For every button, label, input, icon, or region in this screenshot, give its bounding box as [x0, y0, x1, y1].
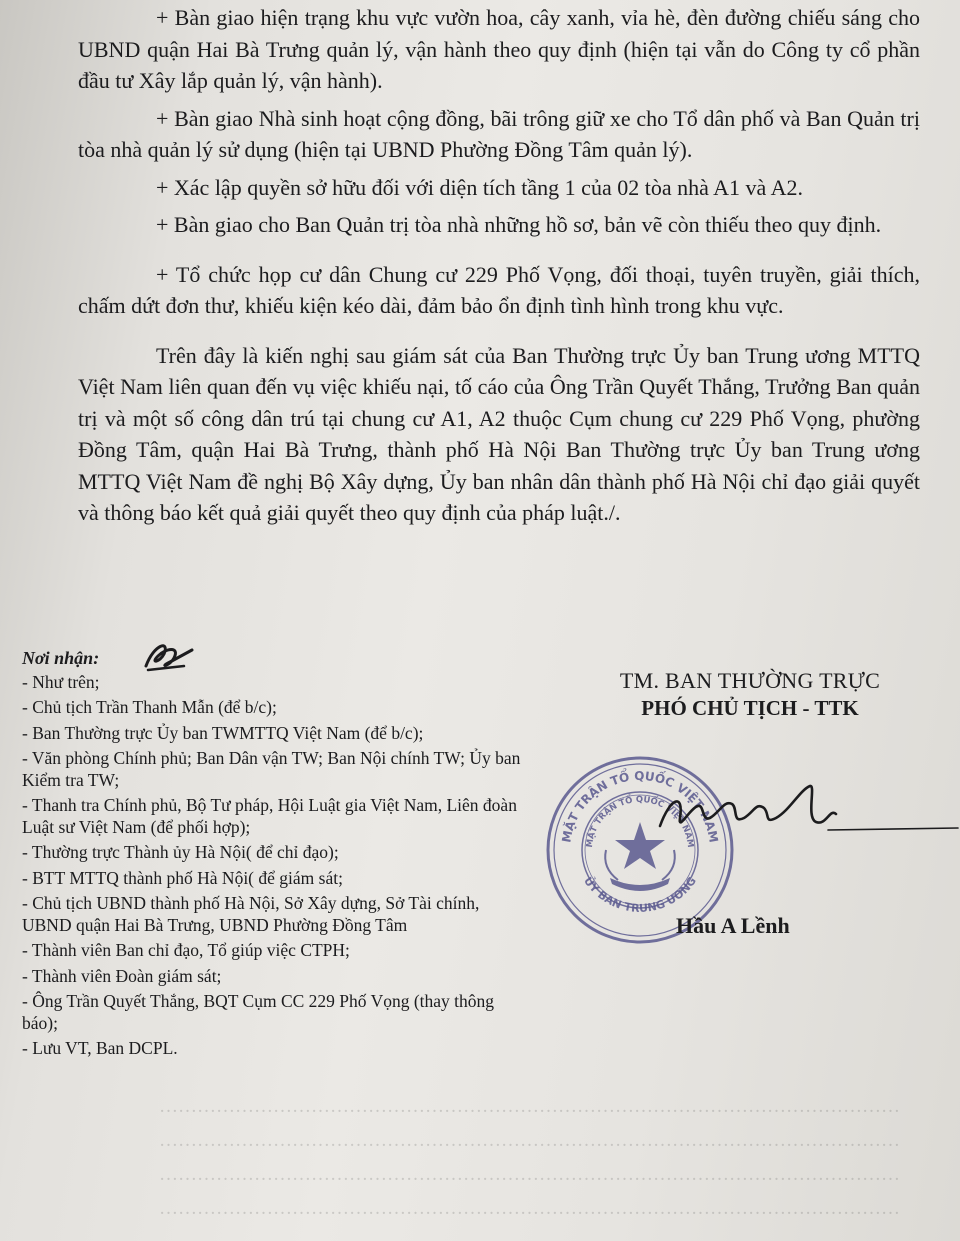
svg-text:ỦY BAN TRUNG ƯƠNG	[581, 874, 699, 915]
seal-inner-text: MẶT TRẬN TỔ QUỐC VIỆT NAM	[584, 794, 696, 849]
recipient-item: - Như trên;	[22, 671, 100, 692]
signer-name: Hầu A Lềnh	[676, 913, 790, 938]
recipients-heading: Nơi nhận:	[22, 648, 100, 668]
recipient-item: - Chủ tịch Trần Thanh Mẫn (để b/c);	[22, 697, 277, 717]
signature-title-line2: PHÓ CHỦ TỊCH - TTK	[641, 696, 859, 720]
bleed-through-texture: ……………………………………………………………………………………………………… ……………………………………………………………………………………………………… ……………………………………………………………………………………………………… ………………………………………………………………………………………………………	[159, 1096, 900, 1219]
paragraph-conclusion: Trên đây là kiến nghị sau giám sát của Ban Thường trực Ủy ban Trung ương MTTQ Việt Nam liên quan đến vụ việc khiếu nại, tố cáo của Ông Trần Quyết Thắng, Trưởng Ban quản trị và một số công dân trú tại chung cư A1, A2 thuộc Cụm chung cư 229 Phố Vọng, phường Đồng Tâm, quận Hai Bà Trưng, thành phố Hà Nội Ban Thường trực Ủy ban Trung ương MTTQ Việt Nam đề nghị Bộ Xây dựng, Ủy ban nhân dân thành phố Hà Nội chỉ đạo giải quyết và thông báo kết quả giải quyết theo quy định của pháp luật./.	[78, 342, 920, 525]
recipient-item: - BTT MTTQ thành phố Hà Nội( để giám sát;	[22, 867, 343, 888]
recipient-item: - Ông Trần Quyết Thắng, BQT Cụm CC 229 Phố Vọng (thay thông báo);	[22, 991, 495, 1033]
signature-title-block	[560, 668, 940, 721]
recipient-item: - Thành viên Đoàn giám sát;	[22, 965, 222, 986]
seal-bottom-text: ỦY BAN TRUNG ƯƠNG	[581, 874, 699, 916]
paragraph-handover-community-house: + Bàn giao Nhà sinh hoạt cộng đồng, bãi trông giữ xe cho Tổ dân phố và Ban Quản trị tòa nhà quản lý sử dụng (hiện tại UBND Phường Đồng Tâm quản lý).	[78, 105, 920, 162]
recipients-list	[22, 648, 532, 1064]
recipient-item: - Thường trực Thành ủy Hà Nội( để chỉ đạo);	[22, 842, 339, 862]
seal-outer-text: MẶT TRẬN TỔ QUỐC VIỆT NAM	[559, 768, 721, 844]
recipient-item: - Thanh tra Chính phủ, Bộ Tư pháp, Hội Luật gia Việt Nam, Liên đoàn Luật sư Việt Nam (để phối hợp);	[22, 795, 517, 837]
body-text	[78, 2, 920, 529]
recipient-item: - Chủ tịch UBND thành phố Hà Nội, Sở Xây dựng, Sở Tài chính, UBND quận Hai Bà Trưng, UBND Phường Đồng Tâm	[22, 893, 480, 935]
paragraph-resident-meeting: + Tổ chức họp cư dân Chung cư 229 Phố Vọng, đối thoại, tuyên truyền, giải thích, chấm dứt đơn thư, khiếu kiện kéo dài, đảm bảo ổn định tình hình trong khu vực.	[78, 261, 920, 318]
paragraph-handover-garden: + Bàn giao hiện trạng khu vực vườn hoa, cây xanh, vỉa hè, đèn đường chiếu sáng cho UBND quận Hai Bà Trưng quản lý, vận hành theo quy định (hiện tại vẫn do Công ty cổ phần đầu tư Xây lắp quản lý, vận hành).	[78, 5, 920, 93]
paragraph-ownership-first-floor: + Xác lập quyền sở hữu đối với diện tích tầng 1 của 02 tòa nhà A1 và A2.	[156, 174, 803, 200]
paragraph-handover-records: + Bàn giao cho Ban Quản trị tòa nhà những hồ sơ, bản vẽ còn thiếu theo quy định.	[156, 212, 882, 237]
recipient-item: - Văn phòng Chính phủ; Ban Dân vận TW; Ban Nội chính TW; Ủy ban Kiểm tra TW;	[22, 748, 521, 790]
recipient-item: - Ban Thường trực Ủy ban TWMTTQ Việt Nam (để b/c);	[22, 722, 424, 743]
recipient-item: - Thành viên Ban chỉ đạo, Tổ giúp việc CTPH;	[22, 940, 350, 960]
recipient-item: - Lưu VT, Ban DCPL.	[22, 1038, 178, 1058]
handwritten-signature-icon	[640, 778, 960, 848]
signature-title-line1: TM. BAN THƯỜNG TRỰC	[619, 668, 881, 693]
